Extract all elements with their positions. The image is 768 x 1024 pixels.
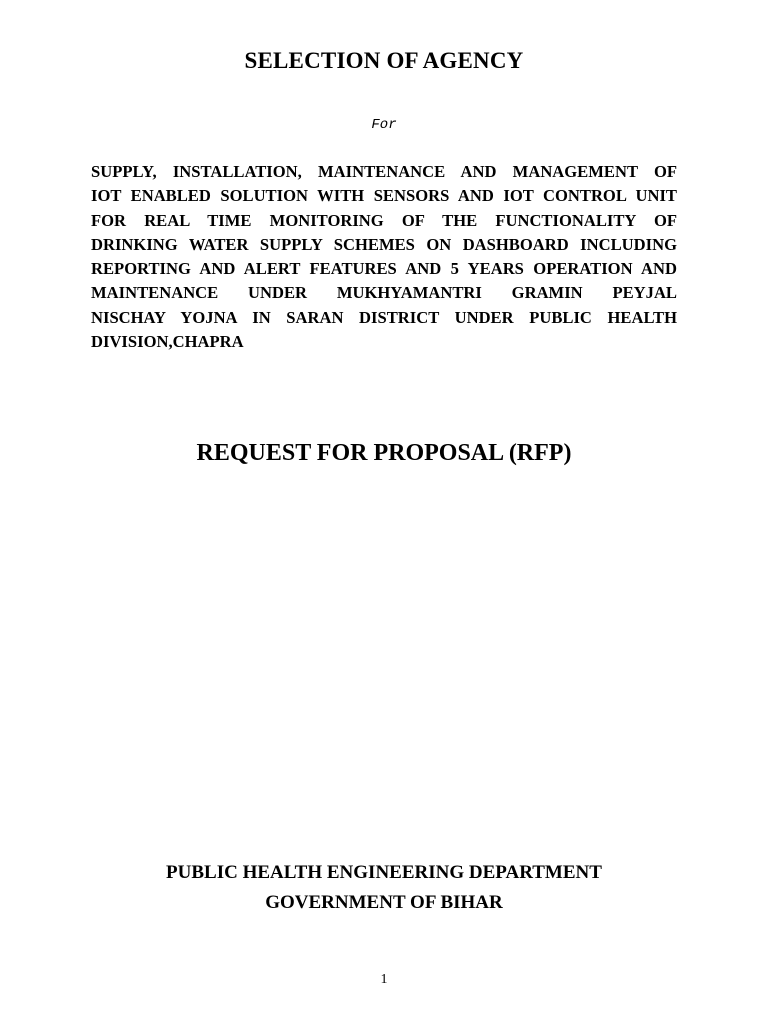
page-number: 1 — [380, 972, 388, 987]
description-line: FOR REAL TIME MONITORING OF THE FUNCTIONALITY OF — [91, 210, 677, 230]
government-name: GOVERNMENT OF BIHAR — [265, 892, 503, 913]
document-title: SELECTION OF AGENCY — [244, 48, 524, 73]
description-line: DRINKING WATER SUPPLY SCHEMES ON DASHBOARD INCLUDING — [91, 234, 677, 254]
for-label: For — [371, 117, 397, 133]
description-line: MAINTENANCE UNDER MUKHYAMANTRI GRAMIN PEYJAL — [91, 283, 677, 303]
department-name: PUBLIC HEALTH ENGINEERING DEPARTMENT — [166, 862, 602, 883]
description-line: IOT ENABLED SOLUTION WITH SENSORS AND IOT CONTROL UNIT — [91, 186, 677, 206]
description-line: SUPPLY, INSTALLATION, MAINTENANCE AND MANAGEMENT OF — [91, 162, 677, 181]
description-line: DIVISION,CHAPRA — [91, 332, 244, 352]
description-line: NISCHAY YOJNA IN SARAN DISTRICT UNDER PUBLIC HEALTH — [91, 307, 677, 327]
issuing-authority — [0, 858, 768, 918]
rfp-title: REQUEST FOR PROPOSAL (RFP) — [196, 440, 572, 466]
project-description — [91, 160, 677, 354]
description-line: REPORTING AND ALERT FEATURES AND 5 YEARS OPERATION AND — [91, 259, 677, 279]
